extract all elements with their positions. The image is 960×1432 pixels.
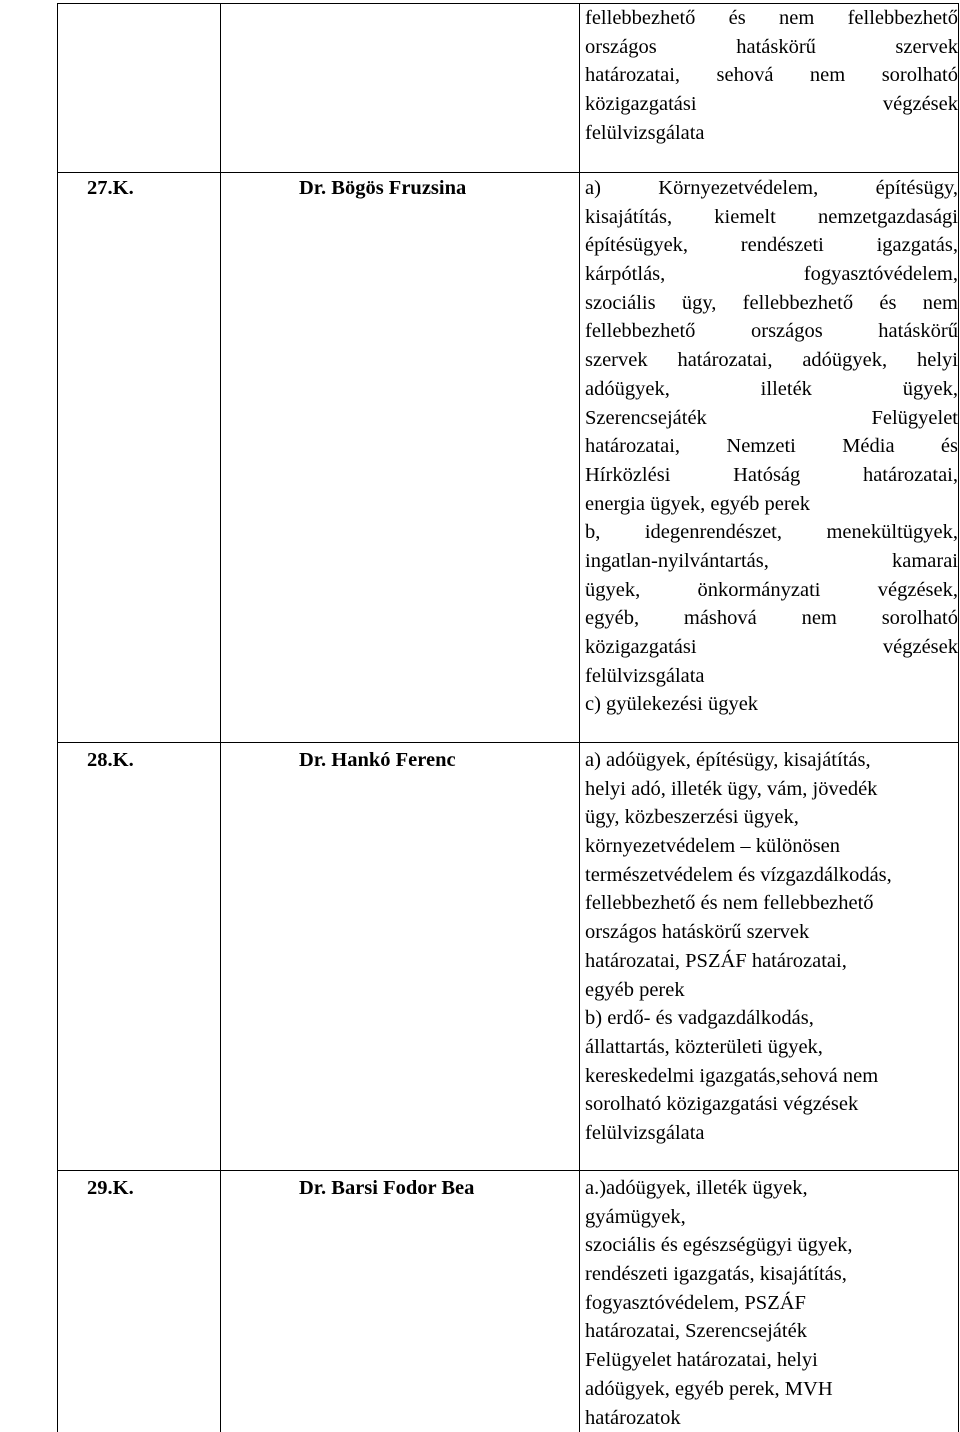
scope-line: egyéb perek — [585, 978, 685, 1001]
case-number: 28.K. — [87, 749, 134, 771]
scope-line: állattartás, közterületi ügyek, — [585, 1035, 823, 1058]
scope-line: szervek határozatai, adóügyek, helyi — [585, 349, 958, 372]
scope-line: adóügyek, illeték ügyek, — [585, 377, 958, 400]
column-divider — [579, 3, 580, 1432]
scope-line: természetvédelem és vízgazdálkodás, — [585, 863, 892, 886]
scope-line: közigazgatási végzések — [585, 93, 958, 116]
scope-line: fellebbezhető országos hatáskörű — [585, 320, 958, 343]
scope-line: szociális és egészségügyi ügyek, — [585, 1234, 853, 1257]
scope-line: fellebbezhető és nem fellebbezhető — [585, 892, 874, 915]
scope-line: felülvizsgálata — [585, 1121, 705, 1144]
scope-line: c) gyülekezési ügyek — [585, 693, 759, 716]
case-scope-cell — [585, 1174, 958, 1432]
table-left-border — [57, 3, 58, 1432]
scope-line: gyámügyek, — [585, 1205, 686, 1228]
scope-line: sorolható közigazgatási végzések — [585, 1093, 859, 1116]
scope-line: a) Környezetvédelem, építésügy, — [585, 177, 958, 199]
judge-name: Dr. Bögös Fruzsina — [299, 177, 467, 199]
scope-line: építésügyek, rendészeti igazgatás, — [585, 234, 958, 257]
column-divider — [220, 3, 221, 1432]
scope-line: Szerencsejáték Felügyelet — [585, 406, 958, 429]
row-divider — [57, 172, 959, 173]
scope-line: helyi adó, illeték ügy, vám, jövedék — [585, 777, 878, 800]
scope-line: felülvizsgálata — [585, 664, 705, 687]
case-scope-cell — [585, 746, 958, 1148]
scope-line: határozatai, PSZÁF határozatai, — [585, 949, 847, 972]
scope-line: ügy, közbeszerzési ügyek, — [585, 806, 799, 829]
scope-line: határozatai, sehová nem sorolható — [585, 64, 958, 87]
scope-line: országos hatáskörű szervek — [585, 35, 958, 58]
case-number: 29.K. — [87, 1177, 134, 1199]
scope-line: egyéb, máshová nem sorolható — [585, 607, 958, 630]
scope-line: fogyasztóvédelem, PSZÁF — [585, 1291, 806, 1314]
table-right-border — [958, 3, 959, 1432]
scope-line: kárpótlás, fogyasztóvédelem, — [585, 263, 958, 286]
scope-line: kisajátítás, kiemelt nemzetgazdasági — [585, 205, 958, 228]
scope-line: a.)adóügyek, illeték ügyek, — [585, 1177, 808, 1199]
judge-name: Dr. Barsi Fodor Bea — [299, 1177, 475, 1199]
scope-line: Hírközlési Hatóság határozatai, — [585, 463, 958, 486]
case-scope-cell — [585, 174, 958, 719]
scope-line: szociális ügy, fellebbezhető és nem — [585, 291, 958, 314]
case-scope-cell — [585, 4, 958, 147]
scope-line: fellebbezhető és nem fellebbezhető — [585, 7, 958, 29]
scope-line: energia ügyek, egyéb perek — [585, 492, 811, 515]
judge-name: Dr. Hankó Ferenc — [299, 749, 456, 771]
scope-line: felülvizsgálata — [585, 121, 705, 144]
scope-line: ingatlan-nyilvántartás, kamarai — [585, 549, 958, 572]
scope-line: a) adóügyek, építésügy, kisajátítás, — [585, 749, 871, 771]
row-divider — [57, 1170, 959, 1171]
scope-line: adóügyek, egyéb perek, MVH — [585, 1377, 833, 1400]
scope-line: közigazgatási végzések — [585, 636, 958, 658]
scope-line: b) erdő- és vadgazdálkodás, — [585, 1007, 814, 1030]
scope-line: határozatok — [585, 1406, 681, 1429]
scope-line: ügyek, önkormányzati végzések, — [585, 578, 958, 601]
scope-line: b, idegenrendészet, menekültügyek, — [585, 521, 958, 544]
scope-line: Felügyelet határozatai, helyi — [585, 1349, 818, 1372]
row-divider — [57, 742, 959, 743]
scope-line: határozatai, Nemzeti Média és — [585, 435, 958, 458]
scope-line: országos hatáskörű szervek — [585, 921, 810, 944]
scope-line: kereskedelmi igazgatás,sehová nem — [585, 1064, 879, 1087]
case-number: 27.K. — [87, 177, 134, 199]
scope-line: határozatai, Szerencsejáték — [585, 1320, 807, 1343]
scope-line: környezetvédelem – különösen — [585, 835, 841, 858]
scope-line: rendészeti igazgatás, kisajátítás, — [585, 1263, 847, 1286]
